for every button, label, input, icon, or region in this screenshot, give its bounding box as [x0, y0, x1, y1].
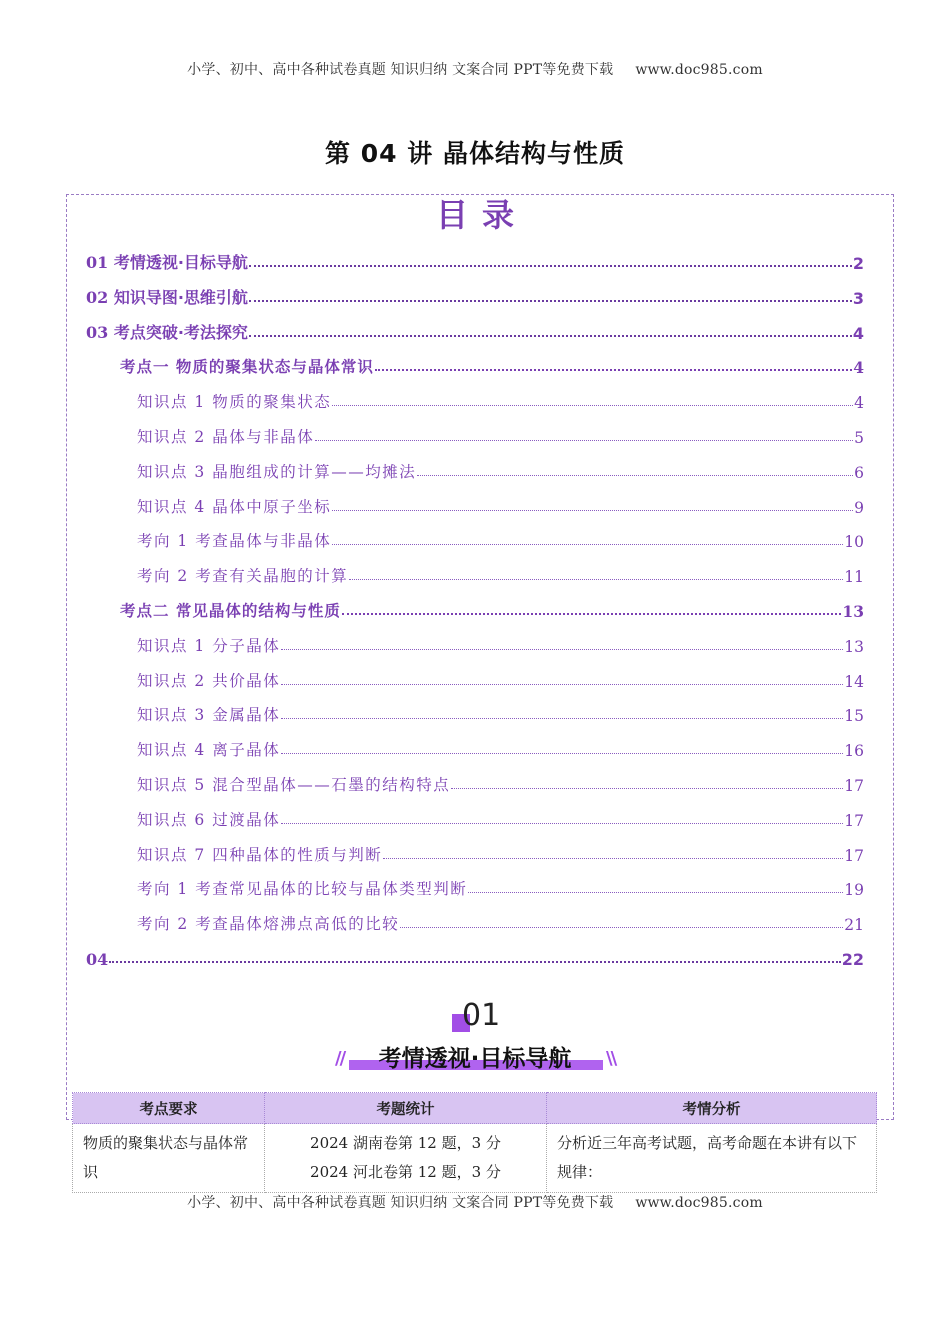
toc-entry-label	[86, 320, 248, 343]
toc-entry[interactable]	[120, 597, 864, 621]
cell-analysis: 分析近三年高考试题，高考命题在本讲有以下规律：	[547, 1124, 877, 1193]
toc-entry-text: 知识点 2 共价晶体	[137, 671, 281, 690]
toc-entry-text: 知识点 5 混合型晶体——石墨的结构特点	[137, 776, 451, 794]
right-slash-decor: \\	[606, 1048, 616, 1069]
toc-entry-label	[137, 495, 331, 517]
toc-leader-dots	[349, 579, 843, 580]
toc-page-number: 4	[852, 323, 864, 343]
toc-leader-dots	[332, 510, 853, 511]
toc-page-number: 9	[854, 498, 864, 517]
toc-entry-label	[137, 703, 280, 725]
exam-analysis-table	[72, 1092, 877, 1193]
toc-leader-dots	[332, 405, 853, 406]
toc-entry-text: 知识点 7 四种晶体的性质与判断	[137, 845, 383, 864]
toc-entry-text: 知识点 4 晶体中原子坐标	[137, 497, 332, 516]
toc-leader-dots	[332, 544, 843, 545]
toc-entry-label	[137, 877, 467, 899]
toc-leader-dots	[417, 475, 853, 476]
toc-entry[interactable]	[86, 249, 864, 273]
toc-entry-text: 知识点 1 物质的聚集状态	[137, 393, 332, 412]
toc-leader-dots	[281, 823, 843, 824]
toc-entry-number: 03	[86, 322, 109, 342]
toc-entry-number: 04	[86, 950, 109, 969]
toc-entry-label	[137, 564, 348, 586]
table-header-row	[73, 1093, 877, 1124]
toc-leader-dots	[249, 335, 852, 337]
toc-page-number: 15	[844, 707, 864, 726]
header-site-link[interactable]: www.doc985.com	[635, 62, 763, 78]
toc-entry-number: 02	[86, 287, 109, 307]
toc-page-number: 11	[844, 568, 864, 587]
toc-leader-dots	[383, 858, 843, 859]
toc-entry-label	[137, 738, 280, 760]
toc-entry-label	[137, 634, 280, 656]
toc-page-number: 3	[852, 288, 864, 308]
toc-page-number: 4	[854, 394, 864, 413]
toc-entry-text: 考向 1 考查晶体与非晶体	[137, 532, 332, 551]
toc-entry[interactable]	[137, 527, 864, 551]
toc-entry-label	[137, 912, 399, 934]
toc-page-number: 5	[854, 429, 864, 447]
document-title: 第 04 讲 晶体结构与性质	[325, 139, 625, 168]
toc-entry[interactable]	[137, 806, 864, 830]
toc-leader-dots	[281, 718, 843, 719]
col-header-stats: 考题统计	[265, 1093, 547, 1124]
toc-entry-text: 考点突破·考法探究	[108, 322, 248, 342]
toc-leader-dots	[342, 613, 842, 615]
header-text: 小学、初中、高中各种试卷真题 知识归纳 文案合同 PPT等免费下载	[187, 62, 614, 78]
toc-entry[interactable]	[86, 319, 864, 343]
toc-leader-dots	[375, 369, 852, 371]
toc-entry[interactable]	[137, 493, 864, 517]
toc-entry-label	[86, 250, 248, 273]
footer-site-link[interactable]: www.doc985.com	[635, 1195, 763, 1211]
toc-entry-label	[86, 950, 108, 969]
toc-entry[interactable]	[137, 736, 864, 760]
toc-entry[interactable]	[137, 667, 864, 691]
toc-entry-text: 考向 2 考查有关晶胞的计算	[137, 567, 349, 586]
section-number-badge	[450, 998, 510, 1038]
toc-entry-text: 考点二 常见晶体的结构与性质	[120, 601, 341, 620]
toc-entry[interactable]	[137, 423, 864, 447]
toc-entry-text: 知识导图·思维引航	[108, 287, 248, 307]
toc-entry[interactable]	[137, 632, 864, 656]
toc-page-number: 13	[842, 602, 864, 621]
toc-entry-text: 知识点 1 分子晶体	[137, 636, 281, 655]
toc-entry[interactable]	[86, 945, 864, 969]
toc-entry[interactable]	[86, 284, 864, 308]
toc-entry-text: 知识点 4 离子晶体	[137, 741, 281, 760]
toc-entry[interactable]	[137, 388, 864, 412]
toc-entry[interactable]	[137, 458, 864, 482]
toc-entry[interactable]	[137, 701, 864, 725]
toc-entry-label	[137, 390, 331, 412]
toc-page-number: 6	[854, 463, 864, 482]
page-header	[0, 59, 950, 79]
section-title-banner	[0, 1040, 950, 1074]
toc-entry-text: 考情透视·目标导航	[108, 253, 248, 272]
toc-entry[interactable]	[137, 771, 864, 795]
left-slash-decor: //	[335, 1048, 345, 1069]
col-header-requirement: 考点要求	[73, 1093, 265, 1124]
toc-page-number: 22	[841, 950, 864, 969]
toc-leader-dots	[400, 927, 843, 928]
page-footer	[0, 1192, 950, 1212]
toc-leader-dots	[281, 753, 843, 754]
toc-entry-label	[137, 460, 416, 482]
toc-entry-text: 考向 2 考查晶体熔沸点高低的比较	[137, 915, 400, 934]
toc-leader-dots	[451, 788, 843, 789]
toc-entry-label	[137, 425, 314, 447]
toc-entry-text: 知识点 2 晶体与非晶体	[137, 428, 315, 446]
stat-line: 2024 湖南卷第 12 题，3 分	[310, 1134, 501, 1152]
toc-leader-dots	[315, 440, 853, 441]
toc-page-number: 16	[844, 742, 864, 761]
toc-page-number: 19	[844, 881, 864, 900]
cell-stats	[265, 1124, 547, 1193]
stat-line: 2024 河北卷第 12 题，3 分	[310, 1163, 501, 1181]
toc-page-number: 17	[844, 777, 864, 795]
toc-entry-label	[137, 773, 450, 795]
section-number: 01	[462, 998, 501, 1033]
toc-entry[interactable]	[120, 353, 864, 377]
toc-entry-label	[137, 843, 382, 865]
toc-entry-label	[137, 529, 331, 551]
toc-entry[interactable]	[137, 562, 864, 586]
toc-leader-dots	[281, 649, 843, 650]
footer-text: 小学、初中、高中各种试卷真题 知识归纳 文案合同 PPT等免费下载	[187, 1195, 614, 1211]
toc-leader-dots	[249, 300, 852, 302]
toc-leader-dots	[468, 892, 843, 893]
toc-entry-label	[137, 808, 280, 830]
toc-page-number: 13	[844, 637, 864, 656]
toc-entry-label	[86, 285, 248, 308]
toc-leader-dots	[109, 961, 840, 963]
section-title: 考情透视·目标导航	[378, 1046, 572, 1072]
toc-entry[interactable]	[137, 841, 864, 865]
toc-page-number: 14	[844, 672, 864, 691]
toc-entry-text: 考向 1 考查常见晶体的比较与晶体类型判断	[137, 880, 468, 899]
toc-leader-dots	[281, 684, 843, 685]
toc-entry-text: 知识点 3 晶胞组成的计算——均摊法	[137, 462, 417, 481]
toc-entry-text: 知识点 6 过渡晶体	[137, 810, 281, 829]
toc-page-number: 2	[852, 254, 864, 273]
toc-page-number: 17	[844, 846, 864, 865]
toc-entry-text: 考点一 物质的聚集状态与晶体常识	[120, 357, 374, 377]
toc-page-number: 10	[844, 533, 864, 552]
cell-requirement: 物质的聚集状态与晶体常识	[73, 1124, 265, 1193]
table-row	[73, 1124, 877, 1193]
toc-entry[interactable]	[137, 910, 864, 934]
toc-page-number: 4	[853, 358, 864, 378]
toc-entry-number: 01	[86, 253, 109, 272]
toc-page-number: 17	[844, 811, 864, 830]
toc-entry-label	[120, 599, 341, 621]
toc-entry-label	[137, 669, 280, 691]
toc-entry-text: 知识点 3 金属晶体	[137, 706, 281, 725]
toc-leader-dots	[249, 265, 852, 267]
toc-heading: 目录	[435, 196, 528, 234]
toc-entry-label	[120, 355, 374, 377]
col-header-analysis: 考情分析	[547, 1093, 877, 1124]
toc-page-number: 21	[844, 916, 864, 935]
toc-entry[interactable]	[137, 875, 864, 899]
